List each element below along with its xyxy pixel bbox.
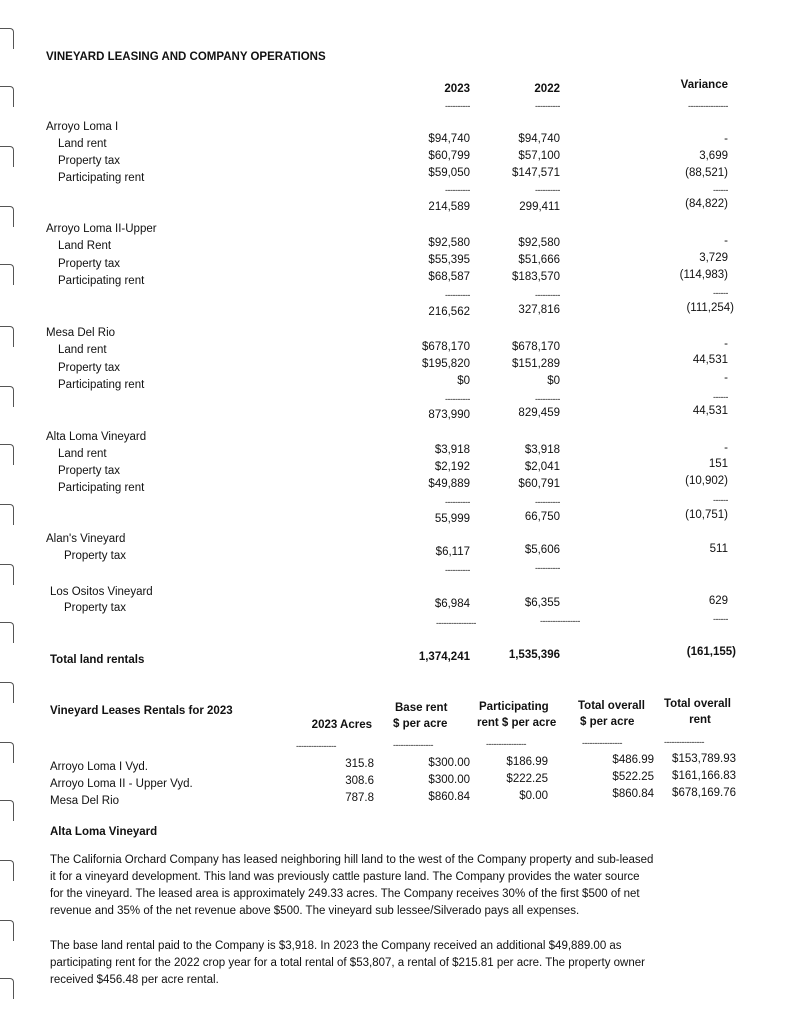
value-2022: $678,170	[512, 341, 560, 353]
subtotal-rule: ------	[713, 185, 728, 195]
section-name: Alan's Vineyard	[46, 533, 126, 545]
subtotal-variance: (111,254)	[686, 302, 734, 314]
col-header-variance: Variance	[680, 79, 728, 91]
subtotal-rule: ----------	[535, 497, 560, 507]
col-header-2022: 2022	[534, 83, 560, 95]
lease-base: $300.00	[428, 774, 470, 786]
subtotal-rule: ----------------	[540, 616, 580, 626]
value-variance: 511	[709, 543, 728, 555]
section-name: Mesa Del Rio	[46, 327, 116, 339]
value-2022: $94,740	[518, 133, 560, 145]
subtotal-rule: ----------	[445, 290, 470, 300]
value-2023: $60,799	[428, 150, 470, 162]
header-rule: ----------	[445, 101, 470, 111]
lease-participating: $222.25	[506, 773, 548, 785]
binder-ring-mark	[0, 920, 14, 941]
binder-ring-mark	[0, 800, 14, 821]
value-2023: $6,984	[434, 598, 470, 610]
value-variance: -	[724, 235, 728, 247]
value-2023: $678,170	[422, 341, 470, 353]
value-variance: -	[724, 133, 728, 145]
value-2022: $183,570	[512, 271, 560, 283]
row-label: Land rent	[58, 138, 107, 150]
value-2022: $0	[547, 375, 560, 387]
paragraph-line: participating rent for the 2022 crop year for a total rental of $53,807, a rental of $215.81 per acre. The property owner	[50, 957, 645, 969]
binder-ring-mark	[0, 504, 14, 525]
lease-base: $860.84	[428, 791, 470, 803]
value-2022: $51,666	[518, 254, 560, 266]
total-variance: (161,155)	[686, 646, 736, 658]
header-total-rent-sub: rent	[689, 714, 711, 726]
lease-name: Mesa Del Rio	[50, 795, 120, 807]
row-label: Participating rent	[58, 482, 145, 494]
subtotal-2023: 214,589	[428, 201, 470, 213]
paragraph-line: it for a vineyard development. This land was previously cattle pasture land. The Company provides the water source	[50, 871, 640, 883]
alta-loma-heading: Alta Loma Vineyard	[50, 826, 158, 838]
subtotal-2023: 216,562	[428, 306, 470, 318]
binder-ring-mark	[0, 386, 14, 407]
row-label: Participating rent	[58, 172, 145, 184]
section-name: Alta Loma Vineyard	[46, 431, 147, 443]
binder-ring-mark	[0, 264, 14, 285]
row-label: Property tax	[64, 550, 126, 562]
lease-name: Arroyo Loma II - Upper Vyd.	[50, 778, 193, 790]
value-2022: $92,580	[518, 237, 560, 249]
value-2023: $195,820	[422, 358, 470, 370]
row-label: Land rent	[58, 344, 107, 356]
lease-acres: 787.8	[345, 792, 374, 804]
row-label: Property tax	[58, 258, 120, 270]
binder-ring-mark	[0, 622, 14, 643]
subtotal-2022: 327,816	[518, 304, 560, 316]
lease-total-rent: $153,789.93	[672, 753, 736, 765]
header-acres: 2023 Acres	[311, 719, 372, 731]
value-variance: 151	[708, 458, 728, 470]
value-2023: $6,117	[435, 546, 470, 558]
binder-ring-mark	[0, 206, 14, 227]
lease-name: Arroyo Loma I Vyd.	[50, 761, 149, 773]
lease-acres: 315.8	[345, 758, 374, 770]
value-variance: -	[724, 372, 728, 384]
row-label: Property tax	[58, 362, 120, 374]
value-2022: $60,791	[518, 478, 560, 490]
value-2023: $68,587	[428, 271, 470, 283]
value-2022: $3,918	[524, 444, 560, 456]
lease-participating: $0.00	[519, 790, 548, 802]
subtotal-variance: 44,531	[692, 405, 728, 417]
lease-total-rent: $678,169.76	[672, 787, 736, 799]
lease-base: $300.00	[428, 757, 470, 769]
value-variance: -	[724, 338, 728, 350]
header-base-rent-sub: $ per acre	[393, 718, 448, 730]
subtotal-rule: ------	[713, 392, 728, 402]
header-rule: ----------	[535, 101, 560, 111]
col-header-2023: 2023	[444, 83, 470, 95]
binder-ring-mark	[0, 28, 14, 49]
value-2023: $0	[457, 375, 470, 387]
lease-total-per-acre: $860.84	[612, 788, 654, 800]
row-label: Property tax	[64, 602, 126, 614]
subtotal-rule: ------	[713, 288, 728, 298]
row-label: Property tax	[58, 155, 120, 167]
header-rule: ----------------	[296, 741, 336, 751]
subtotal-variance: (84,822)	[685, 198, 728, 210]
header-rule: ----------------	[486, 739, 526, 749]
total-label: Total land rentals	[50, 654, 145, 666]
value-variance: (10,902)	[685, 475, 728, 487]
value-2023: $92,580	[428, 237, 470, 249]
binder-ring-mark	[0, 564, 14, 585]
value-2023: $2,192	[434, 461, 470, 473]
value-2023: $94,740	[428, 133, 470, 145]
value-variance: (114,983)	[679, 269, 728, 281]
binder-ring-mark	[0, 86, 14, 107]
subtotal-rule: ----------	[445, 394, 470, 404]
row-label: Land rent	[58, 448, 107, 460]
value-2023: $59,050	[428, 167, 470, 179]
lease-total-rent: $161,166.83	[672, 770, 736, 782]
value-variance: 44,531	[692, 354, 728, 366]
paragraph-line: revenue and 35% of the net revenue above $500. The vineyard sub lessee/Silverado pays all expenses.	[50, 905, 580, 917]
row-label: Participating rent	[58, 379, 145, 391]
row-label: Participating rent	[58, 275, 145, 287]
lease-participating: $186.99	[506, 756, 548, 768]
lease-total-per-acre: $486.99	[612, 754, 654, 766]
section-name: Arroyo Loma II-Upper	[46, 223, 157, 235]
row-label: Land Rent	[58, 240, 112, 252]
lease-acres: 308.6	[345, 775, 374, 787]
paragraph-line: The base land rental paid to the Company is $3,918. In 2023 the Company received an additional $49,889.00 as	[50, 940, 622, 952]
header-total-per-acre: Total overall	[578, 700, 645, 712]
header-rule: ----------------	[582, 738, 622, 748]
binder-ring-mark	[0, 146, 14, 167]
row-label: Property tax	[58, 465, 120, 477]
header-participating-sub: rent $ per acre	[477, 717, 557, 729]
header-total-per-acre-sub: $ per acre	[580, 716, 635, 728]
subtotal-2022: 299,411	[519, 201, 560, 213]
paragraph-line: for the vineyard. The leased area is approximately 249.33 acres. The Company receives 30% of the first $500 of net	[50, 888, 640, 900]
value-variance: 3,699	[699, 150, 728, 162]
binder-ring-mark	[0, 682, 14, 703]
value-variance: (88,521)	[685, 167, 728, 179]
value-2022: $147,571	[512, 167, 560, 179]
subtotal-rule: ------	[713, 614, 728, 624]
subtotal-variance: (10,751)	[685, 509, 728, 521]
value-2022: $6,355	[524, 597, 560, 609]
header-total-rent: Total overall	[664, 698, 731, 710]
subtotal-rule: ----------------	[436, 618, 476, 628]
section-name: Los Ositos Vineyard	[50, 586, 153, 598]
value-2022: $151,289	[512, 358, 560, 370]
section-name: Arroyo Loma I	[46, 121, 119, 133]
subtotal-rule: ----------	[445, 565, 470, 575]
subtotal-2022: 66,750	[524, 511, 560, 523]
header-rule: ----------------	[664, 737, 704, 747]
page-title: VINEYARD LEASING AND COMPANY OPERATIONS	[46, 51, 326, 63]
binder-ring-mark	[0, 444, 14, 465]
alta-loma-paragraph-2	[50, 938, 710, 989]
value-2023: $3,918	[434, 444, 470, 456]
header-rule: ----------------	[688, 101, 728, 111]
subtotal-rule: ----------	[445, 185, 470, 195]
binder-ring-mark	[0, 326, 14, 347]
header-rule: ----------------	[393, 740, 433, 750]
binder-ring-mark	[0, 978, 14, 999]
value-2022: $57,100	[518, 150, 560, 162]
value-2023: $55,395	[428, 254, 470, 266]
value-2022: $2,041	[524, 461, 560, 473]
alta-loma-paragraph-1	[50, 852, 710, 920]
paragraph-line: The California Orchard Company has leased neighboring hill land to the west of the Company property and sub-leased	[50, 854, 654, 866]
subtotal-rule: ----------	[445, 497, 470, 507]
subtotal-rule: ----------	[535, 563, 560, 573]
subtotal-2023: 55,999	[434, 513, 470, 525]
total-2022: 1,535,396	[508, 649, 560, 661]
paragraph-line: received $456.48 per acre rental.	[50, 974, 219, 986]
lease-total-per-acre: $522.25	[612, 771, 654, 783]
lease-table-title: Vineyard Leases Rentals for 2023	[50, 705, 233, 717]
value-variance: -	[724, 442, 728, 454]
binder-ring-mark	[0, 742, 14, 763]
value-variance: 629	[708, 595, 728, 607]
subtotal-rule: ----------	[535, 185, 560, 195]
value-2023: $49,889	[428, 478, 470, 490]
value-2022: $5,606	[524, 544, 560, 556]
subtotal-rule: ----------	[535, 290, 560, 300]
binder-ring-mark	[0, 860, 14, 881]
subtotal-2023: 873,990	[428, 409, 470, 421]
header-participating: Participating	[479, 701, 549, 713]
value-variance: 3,729	[699, 252, 728, 264]
header-base-rent: Base rent	[395, 702, 448, 714]
subtotal-2022: 829,459	[518, 407, 560, 419]
subtotal-rule: ----------	[535, 394, 560, 404]
subtotal-rule: ------	[713, 495, 728, 505]
total-2023: 1,374,241	[418, 651, 470, 663]
